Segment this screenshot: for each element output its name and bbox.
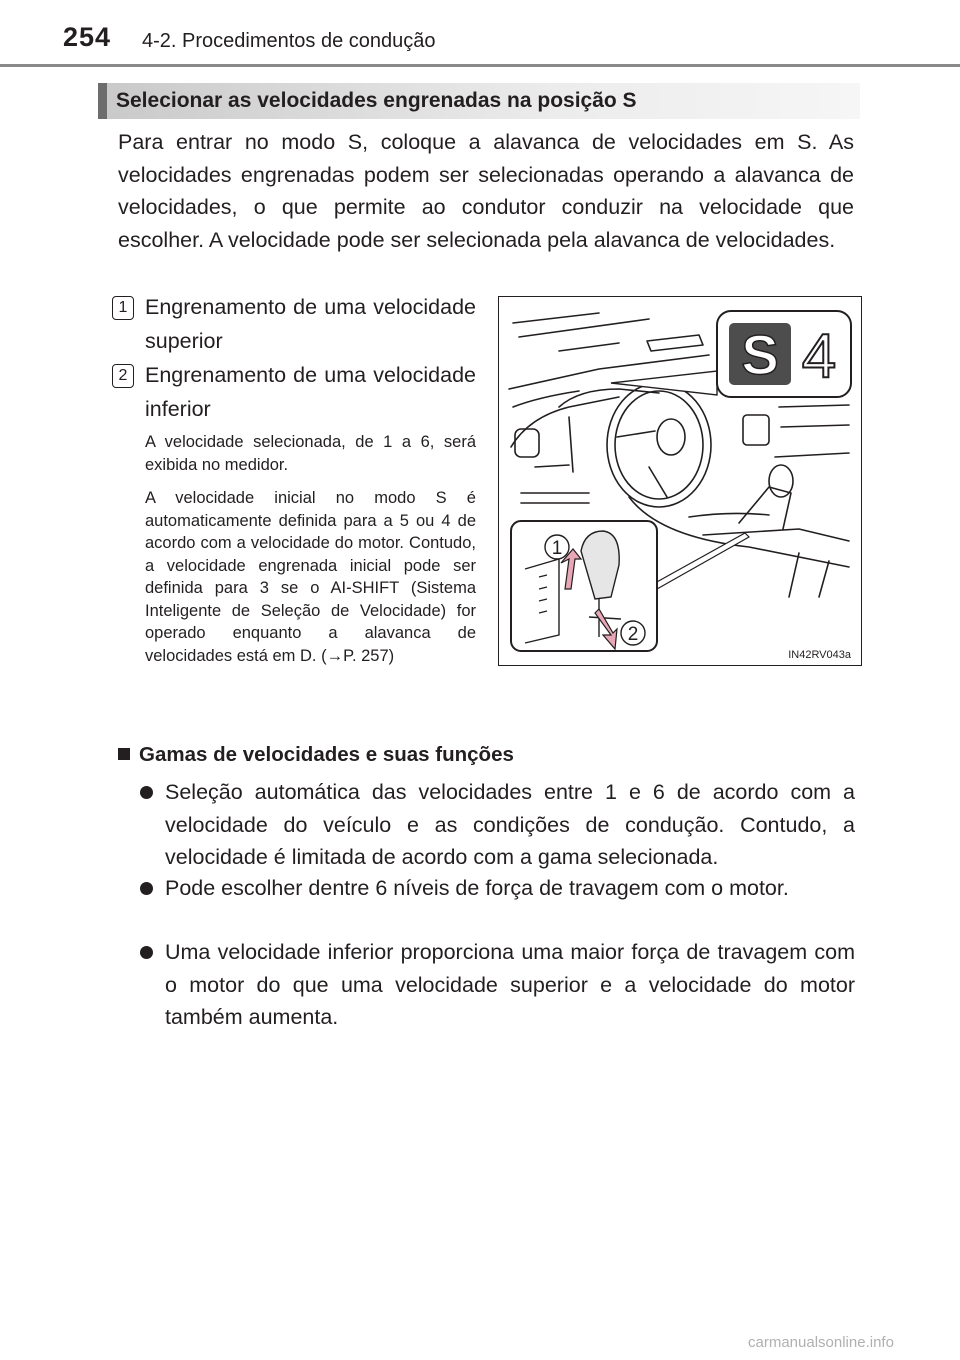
subsection-title: Gamas de velocidades e suas funções [139,743,514,766]
section-title: Selecionar as velocidades engrenadas na posição S [116,89,637,112]
cockpit-drawing [499,297,860,664]
bullet-item-1: Seleção automática das velocidades entre 1 e 6 de acordo com a velocidade do veículo e as condições de condução. Contudo, a velocidade é limitada de acordo com a gama selecionada. [165,780,855,869]
bullet-icon [140,786,153,799]
section-header [98,83,860,119]
item-text-2: Engrenamento de uma velocidade inferior [145,363,476,421]
bullet-icon [140,946,153,959]
bullet-icon [140,882,153,895]
figure-callout-2: 2 [627,624,639,645]
shift-lever-illustration [498,296,862,666]
section-accent [98,83,107,119]
item-number-1: 1 [112,296,134,320]
bullet-item-3: Uma velocidade inferior proporciona uma maior força de travagem com o motor do que uma velocidade superior e a velocidade do motor também aumenta. [165,940,855,1029]
intro-paragraph: Para entrar no modo S, coloque a alavanca de velocidades em S. As velocidades engrenadas podem ser selecionadas operando a alavanca de velocidades, o que permite ao condutor conduzir na velocidade que escolher. A velocidade pode ser selecionada pela alavanca de velocidades. [118,130,854,252]
note-paragraph-1: A velocidade selecionada, de 1 a 6, será exibida no medidor. [145,433,476,474]
figure-code: IN42RV043a [788,649,851,661]
page-number: 254 [63,22,112,52]
header-divider [0,64,960,67]
item-number-2: 2 [112,364,134,388]
subsection-heading [118,743,514,767]
square-bullet-icon [118,748,130,760]
item-text-1: Engrenamento de uma velocidade superior [145,295,476,353]
figure-callout-1: 1 [551,538,563,559]
chapter-title: 4-2. Procedimentos de condução [142,30,436,52]
footer-watermark: carmanualsonline.info [748,1334,894,1351]
note-paragraph-2: A velocidade inicial no modo S é automaticamente definida para a 5 ou 4 de acordo com a velocidade do motor. Contudo, a velocidade engrenada inicial pode ser definida para 3 se o AI-SHIFT (Sistema Inteligente de Seleção de Velocidade) for operado enquanto a alavanca de velocidades está em D. (→P. 257) [145,489,476,665]
bullet-item-2: Pode escolher dentre 6 níveis de força de travagem com o motor. [165,876,789,900]
display-mode-label: S [741,323,779,386]
display-gear-label: 4 [801,322,837,391]
